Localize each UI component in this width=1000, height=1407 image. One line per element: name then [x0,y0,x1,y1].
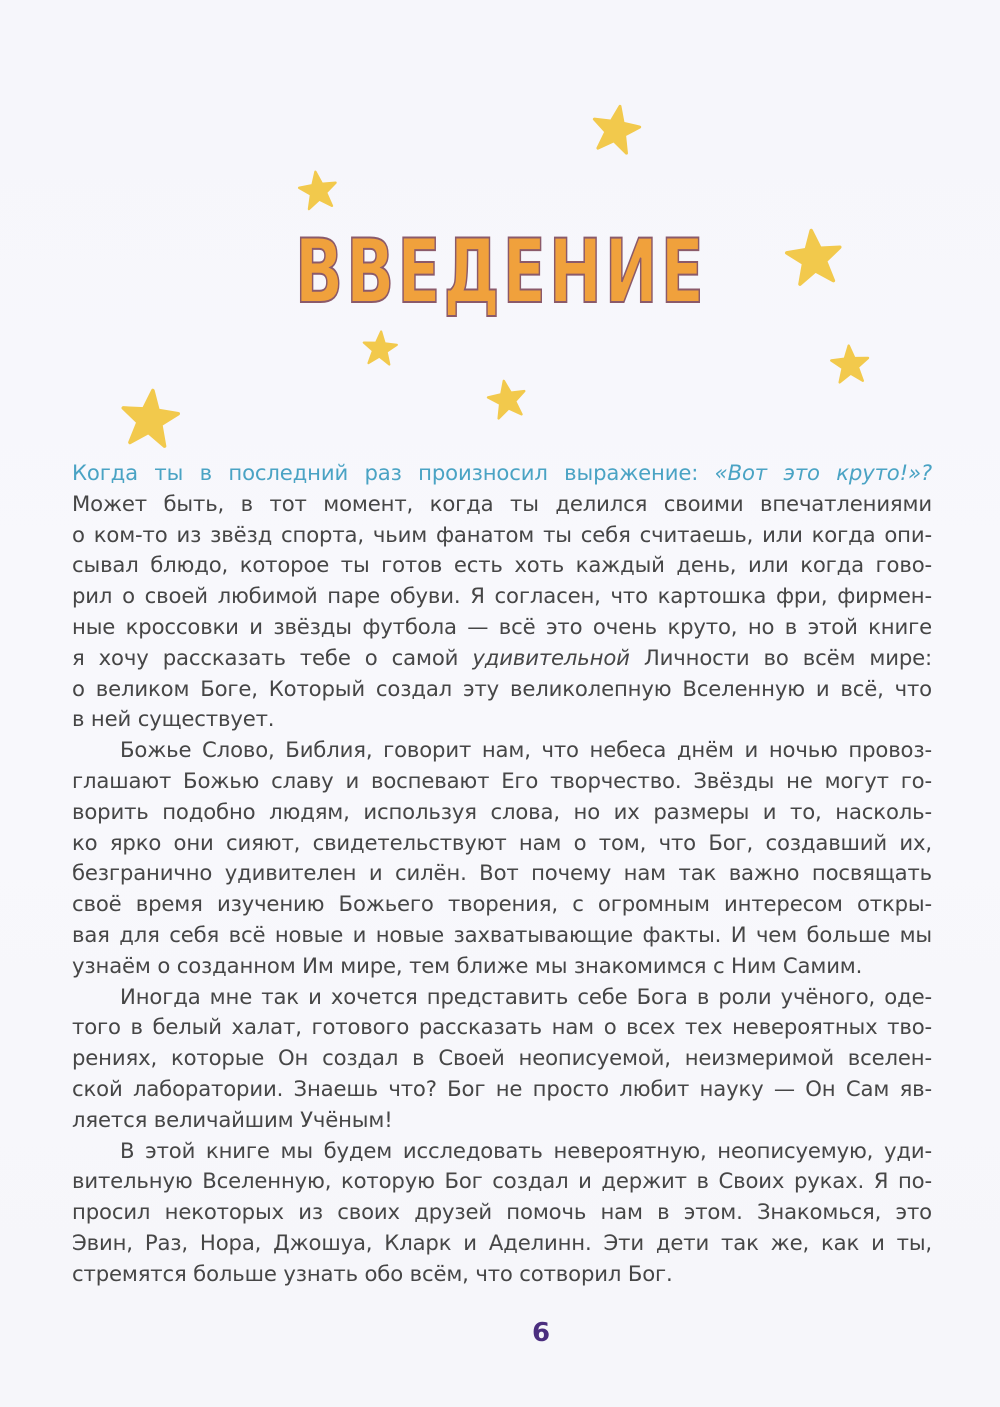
body-text [72,458,932,1290]
text-line: ворить подобно людям, используя слова, но их размеры и то, насколь- [72,798,932,824]
page-title: ВВЕДЕНИЕ [294,220,707,323]
text-line: рениях, которые Он создал в Своей неописуемой, неизмеримой вселен- [72,1045,932,1071]
star-icon [117,385,183,451]
text-line: Может быть, в тот момент, когда ты делился своими впечатлениями [72,490,932,516]
text-line: узнаём о созданном Им мире, тем ближе мы знакомимся с Ним Самим. [72,952,863,978]
text-segment: я хочу рассказать тебе о самой [72,644,473,670]
text-line: В этой книге мы будем исследовать невероятную, неописуемую, уди- [120,1137,932,1163]
star-icon [587,100,645,158]
text-line [72,643,932,674]
text-line: просил некоторых из своих друзей помочь нам в этом. Знакомься, это [72,1199,932,1225]
star-icon [829,343,872,386]
text-line: Эвин, Раз, Нора, Джошуа, Кларк и Аделинн. Эти дети так же, как и ты, [72,1229,932,1255]
text-line: глашают Божью славу и воспевают Его творчество. Звёзды не могут го- [72,767,932,793]
lead-question: Когда ты в последний раз произносил выражение: [72,460,715,485]
text-line: ко ярко они сияют, свидетельствуют нам о том, что Бог, создавший их, [72,829,932,855]
text-line: безгранично удивителен и силён. Вот почему нам так важно посвящать [72,860,932,886]
lead-line [72,458,932,489]
text-line: сывал блюдо, которое ты готов есть хоть каждый день, или когда гово- [72,552,932,578]
star-icon [484,376,530,422]
text-line: вая для себя всё новые и новые захватывающие факты. И чем больше мы [72,921,932,947]
text-line: стремятся больше узнать обо всём, что сотворил Бог. [72,1260,673,1286]
emphasis-word: удивительной [472,644,630,670]
text-line: вительную Вселенную, которую Бог создал и держит в Своих руках. Я по- [72,1168,932,1194]
text-line: своё время изучению Божьего творения, с огромным интересом откры- [72,891,932,917]
text-line: ляется величайшим Учёным! [72,1106,393,1132]
star-icon [295,167,340,212]
text-line: о ком-то из звёзд спорта, чьим фанатом ты себя считаешь, или когда опи- [72,521,932,547]
text-line: рил о своей любимой паре обуви. Я согласен, что картошка фри, фирмен- [72,583,932,609]
text-line: ской лаборатории. Знаешь что? Бог не просто любит науку — Он Сам яв- [72,1075,932,1101]
page-number: 6 [531,1318,551,1348]
lead-quote: «Вот это круто!»? [714,460,932,485]
star-icon [361,329,399,367]
text-segment: Личности во всём мире: [629,644,932,670]
text-line: Божье Слово, Библия, говорит нам, что небеса днём и ночью провоз- [120,737,932,763]
text-line: Иногда мне так и хочется представить себе Бога в роли учёного, оде- [120,983,932,1009]
text-line: в ней существует. [72,706,275,732]
text-line: того в белый халат, готового рассказать нам о всех тех невероятных тво- [72,1014,932,1040]
text-line: о великом Боге, Который создал эту великолепную Вселенную и всё, что [72,675,932,701]
text-line: ные кроссовки и звёзды футбола — всё это очень круто, но в этой книге [72,613,932,639]
